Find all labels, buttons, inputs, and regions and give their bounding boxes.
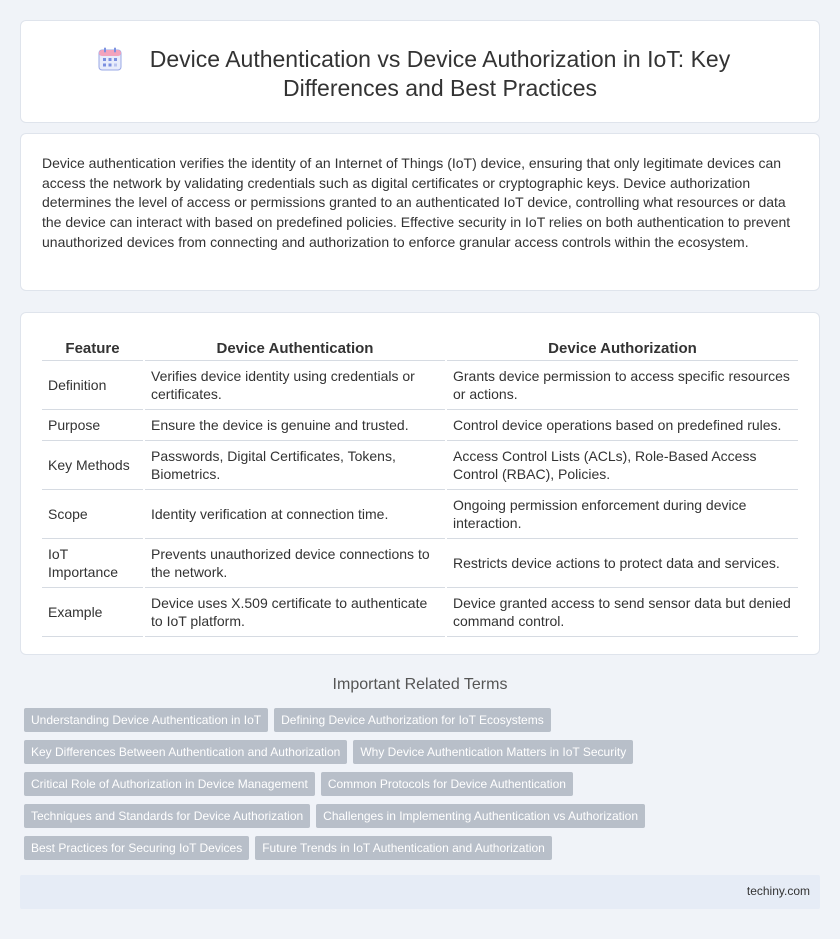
comparison-table-card [20, 312, 820, 655]
header-feature: Feature [42, 333, 144, 360]
row-feature: Definition [42, 360, 144, 409]
related-term-tag[interactable]: Understanding Device Authentication in IoT [24, 708, 268, 732]
table-row [42, 538, 798, 587]
related-term-tag[interactable]: Why Device Authentication Matters in IoT Security [353, 740, 633, 764]
row-feature: Scope [42, 489, 144, 538]
row-authentication: Prevents unauthorized device connections to the network. [144, 538, 446, 587]
footer-site-link[interactable]: techiny.com [746, 884, 810, 898]
related-term-tag[interactable]: Challenges in Implementing Authentication vs Authorization [316, 804, 645, 828]
footer-bar [20, 875, 820, 909]
page-title: Device Authentication vs Device Authorization in IoT: Key Differences and Best Practices [149, 46, 731, 101]
related-term-tag[interactable]: Common Protocols for Device Authentication [321, 772, 573, 796]
header-device-authorization: Device Authorization [446, 333, 798, 360]
related-term-tag[interactable]: Key Differences Between Authentication and Authorization [24, 740, 347, 764]
row-authorization: Ongoing permission enforcement during device interaction. [446, 489, 798, 538]
table-row [42, 360, 798, 409]
related-term-tag[interactable]: Best Practices for Securing IoT Devices [24, 836, 249, 860]
table-header-row [42, 333, 798, 360]
row-authentication: Passwords, Digital Certificates, Tokens, Biometrics. [144, 440, 446, 489]
row-feature: Example [42, 587, 144, 636]
header-device-authentication: Device Authentication [144, 333, 446, 360]
related-terms-heading: Important Related Terms [332, 676, 508, 693]
related-term-tag[interactable]: Techniques and Standards for Device Authorization [24, 804, 310, 828]
table-row [42, 489, 798, 538]
row-authentication: Verifies device identity using credentials or certificates. [144, 360, 446, 409]
related-terms-list [24, 708, 824, 868]
related-term-tag[interactable]: Defining Device Authorization for IoT Ecosystems [274, 708, 551, 732]
related-term-tag[interactable]: Critical Role of Authorization in Device Management [24, 772, 315, 796]
row-authorization: Control device operations based on predefined rules. [446, 409, 798, 440]
table-row [42, 440, 798, 489]
row-feature: Key Methods [42, 440, 144, 489]
title-card [20, 20, 820, 123]
intro-card [20, 133, 820, 291]
table-row [42, 587, 798, 636]
intro-paragraph: Device authentication verifies the identity of an Internet of Things (IoT) device, ensuring that only legitimate devices can access the network by validating credentials such as digital certificates or cryptographic keys. Device authorization determines the level of access or permissions granted to an authenticated IoT device, controlling what resources or data the device can interact with based on predefined policies. Effective security in IoT relies on both authentication to prevent unauthorized devices from connecting and authorization to enforce granular access controls within the ecosystem. [42, 155, 791, 250]
row-authentication: Ensure the device is genuine and trusted. [144, 409, 446, 440]
row-feature: IoT Importance [42, 538, 144, 587]
row-authorization: Device granted access to send sensor data but denied command control. [446, 587, 798, 636]
row-authentication: Device uses X.509 certificate to authenticate to IoT platform. [144, 587, 446, 636]
row-feature: Purpose [42, 409, 144, 440]
row-authentication: Identity verification at connection time. [144, 489, 446, 538]
row-authorization: Access Control Lists (ACLs), Role-Based Access Control (RBAC), Policies. [446, 440, 798, 489]
row-authorization: Grants device permission to access specific resources or actions. [446, 360, 798, 409]
row-authorization: Restricts device actions to protect data and services. [446, 538, 798, 587]
related-term-tag[interactable]: Future Trends in IoT Authentication and Authorization [255, 836, 552, 860]
table-row [42, 409, 798, 440]
comparison-table [42, 333, 798, 637]
